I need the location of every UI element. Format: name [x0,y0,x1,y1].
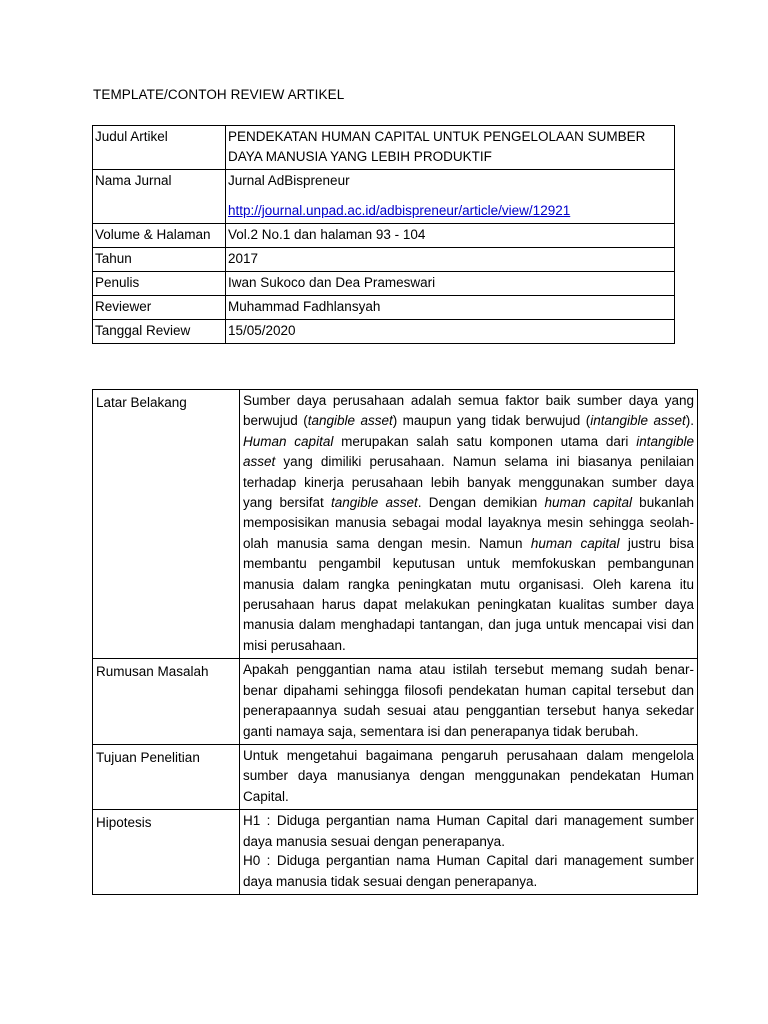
hipotesis-h0: H0 : Diduga pergantian nama Human Capital dari management sumber daya manusia tidak sesuai dengan penerapanya. [243,853,694,889]
value-volume-halaman: Vol.2 No.1 dan halaman 93 - 104 [226,224,675,248]
table-row [93,744,698,809]
label-judul-artikel: Judul Artikel [93,126,226,170]
article-info-table [92,125,675,344]
label-volume-halaman: Volume & Halaman [93,224,226,248]
latar-belakang-seg-4: ). [685,413,694,429]
table-row [93,296,675,320]
latar-belakang-seg-2: ) maupun yang tidak berwujud ( [392,413,591,429]
table-row [93,810,698,895]
label-rumusan-masalah: Rumusan Masalah [93,659,240,745]
latar-belakang-seg-10: . Dengan demikian [417,495,545,511]
latar-belakang-seg-12: bukanlah memposisikan manusia sebagai modal layaknya mesin sehingga seolah-olah manusia sama dengan mesin. Namun [243,495,694,551]
latar-belakang-seg-9: tangible asset [330,495,418,511]
latar-belakang-seg-6: merupakan salah satu komponen utama dari [333,433,637,449]
value-penulis: Iwan Sukoco dan Dea Prameswari [226,272,675,296]
value-reviewer: Muhammad Fadhlansyah [226,296,675,320]
label-tujuan-penelitian: Tujuan Penelitian [93,744,240,809]
value-judul-artikel: PENDEKATAN HUMAN CAPITAL UNTUK PENGELOLAAN SUMBER DAYA MANUSIA YANG LEBIH PRODUKTIF [226,126,675,170]
latar-belakang-seg-14: justru bisa membantu pengambil keputusan untuk memfokuskan pembangunan manusia dalam rangka peningkatan mutu organisasi. Oleh karena itu perusahaan harus dapat melakukan peningkatan kualitas sumber daya manusia dalam menghadapi tantangan, dan juga untuk mencapai visi dan misi perusahaan. [243,535,694,653]
latar-belakang-seg-8: yang dimiliki perusahaan. Namun selama ini biasanya penilaian terhadap kinerja perusahaan lebih banyak menggunakan sumber daya yang bersifat [243,454,694,511]
review-content-table [92,389,698,895]
value-nama-jurnal: Jurnal AdBispreneur [228,173,350,188]
label-hipotesis: Hipotesis [93,810,240,895]
label-penulis: Penulis [93,272,226,296]
table-row [93,224,675,248]
hipotesis-cell [240,810,698,895]
value-tanggal-review: 15/05/2020 [226,320,675,344]
latar-belakang-seg-3: intangible asset [590,413,686,429]
value-tahun: 2017 [226,248,675,272]
hipotesis-h1: H1 : Diduga pergantian nama Human Capital dari management sumber daya manusia sesuai dengan penerapanya. [243,813,694,849]
latar-belakang-seg-1: tangible asset [307,413,393,429]
table-row [93,272,675,296]
latar-belakang-seg-7: intangible asset [243,433,694,470]
table-row [93,126,675,170]
table-row [93,390,698,659]
latar-belakang-seg-13: human capital [530,535,620,551]
latar-belakang-seg-5: Human capital [243,433,334,449]
latar-belakang-seg-11: human capital [544,495,632,511]
document-title: TEMPLATE/CONTOH REVIEW ARTIKEL [93,87,345,102]
rumusan-masalah-text: Apakah penggantian nama atau istilah tersebut memang sudah benar-benar dipahami sehingga filosofi pendekatan human capital tersebut dan penerapaannya sudah sesuai atau penggantian tersebut hanya sekedar ganti namaya saja, sementara isi dan penerapanya tidak berubah. [240,659,698,745]
table-row [93,170,675,224]
latar-belakang-seg-0: Sumber daya perusahaan adalah semua faktor baik sumber daya yang berwujud ( [243,393,694,429]
label-reviewer: Reviewer [93,296,226,320]
label-tahun: Tahun [93,248,226,272]
label-tanggal-review: Tanggal Review [93,320,226,344]
table-row [93,320,675,344]
journal-url-link[interactable]: http://journal.unpad.ac.id/adbispreneur/article/view/12921 [228,203,571,218]
latar-belakang-text [240,390,698,659]
table-row [93,659,698,745]
table-row [93,248,675,272]
label-nama-jurnal: Nama Jurnal [93,170,226,224]
label-latar-belakang: Latar Belakang [93,390,240,659]
value-nama-jurnal-cell [226,170,675,224]
tujuan-penelitian-text: Untuk mengetahui bagaimana pengaruh perusahaan dalam mengelola sumber daya manusianya dengan menggunakan pendekatan Human Capital. [240,744,698,809]
